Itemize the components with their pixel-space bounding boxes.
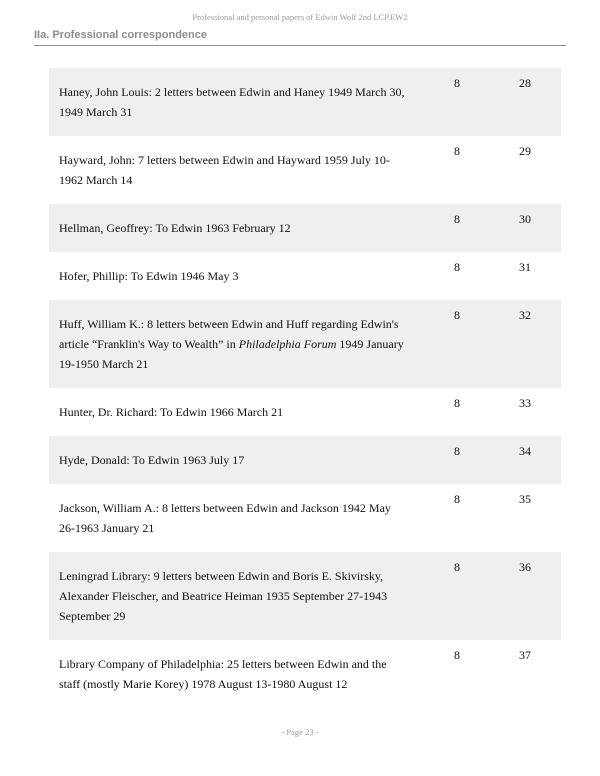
entry-row xyxy=(49,68,561,136)
box-number: 8 xyxy=(454,444,460,458)
folder-number: 30 xyxy=(519,212,531,226)
running-header: Professional and personal papers of Edwin Wolf 2nd LCP.EW2 xyxy=(192,12,408,22)
entry-description: Library Company of Philadelphia: 25 letters between Edwin and the staff (mostly Marie Korey) 1978 August 13-1980 August 12 xyxy=(59,657,387,691)
box-number: 8 xyxy=(454,492,460,506)
box-number: 8 xyxy=(454,396,460,410)
entry-description: Jackson, William A.: 8 letters between Edwin and Jackson 1942 May 26-1963 January 21 xyxy=(59,501,391,535)
folder-number: 28 xyxy=(519,76,531,90)
folder-number: 29 xyxy=(519,144,531,158)
entry-list xyxy=(49,68,561,708)
folder-number: 33 xyxy=(519,396,531,410)
entry-row xyxy=(49,300,561,388)
folder-number: 34 xyxy=(519,444,531,458)
folder-number: 31 xyxy=(519,260,531,274)
folder-number: 35 xyxy=(519,492,531,506)
entry-description: Hyde, Donald: To Edwin 1963 July 17 xyxy=(59,453,245,467)
entry-description: Hunter, Dr. Richard: To Edwin 1966 March 21 xyxy=(59,405,284,419)
entry-row xyxy=(49,388,561,436)
entry-row xyxy=(49,640,561,708)
page-number: - Page 23 - xyxy=(281,727,319,737)
entry-text-before: Huff, William K.: 8 letters between Edwin and Huff regarding Edwin's article “Franklin's Way to Wealth” in xyxy=(59,317,399,351)
box-number: 8 xyxy=(454,560,460,574)
folder-number: 37 xyxy=(519,648,531,662)
entry-row xyxy=(49,136,561,204)
box-number: 8 xyxy=(454,260,460,274)
entry-row xyxy=(49,204,561,252)
entry-row xyxy=(49,552,561,640)
folder-number: 36 xyxy=(519,560,531,574)
entry-description: Haney, John Louis: 2 letters between Edwin and Haney 1949 March 30, 1949 March 31 xyxy=(59,85,405,119)
section-title: IIa. Professional correspondence xyxy=(34,29,208,41)
entry-description: Hellman, Geoffrey: To Edwin 1963 February 12 xyxy=(59,221,291,235)
entry-row xyxy=(49,436,561,484)
box-number: 8 xyxy=(454,76,460,90)
box-number: 8 xyxy=(454,144,460,158)
entry-description: Hofer, Phillip: To Edwin 1946 May 3 xyxy=(59,269,239,283)
folder-number: 32 xyxy=(519,308,531,322)
entry-row xyxy=(49,484,561,552)
entry-text-after: 1949 January 19-1950 March 21 xyxy=(59,337,404,371)
entry-description: Leningrad Library: 9 letters between Edwin and Boris E. Skivirsky, Alexander Fleischer, and Beatrice Heiman 1935 September 27-1943 September 29 xyxy=(59,569,388,623)
box-number: 8 xyxy=(454,308,460,322)
box-number: 8 xyxy=(454,212,460,226)
publication-title: Philadelphia Forum xyxy=(238,337,337,351)
entry-description: Hayward, John: 7 letters between Edwin and Hayward 1959 July 10-1962 March 14 xyxy=(59,153,390,187)
section-divider xyxy=(34,45,566,46)
entry-row xyxy=(49,252,561,300)
box-number: 8 xyxy=(454,648,460,662)
entry-description xyxy=(59,314,409,374)
